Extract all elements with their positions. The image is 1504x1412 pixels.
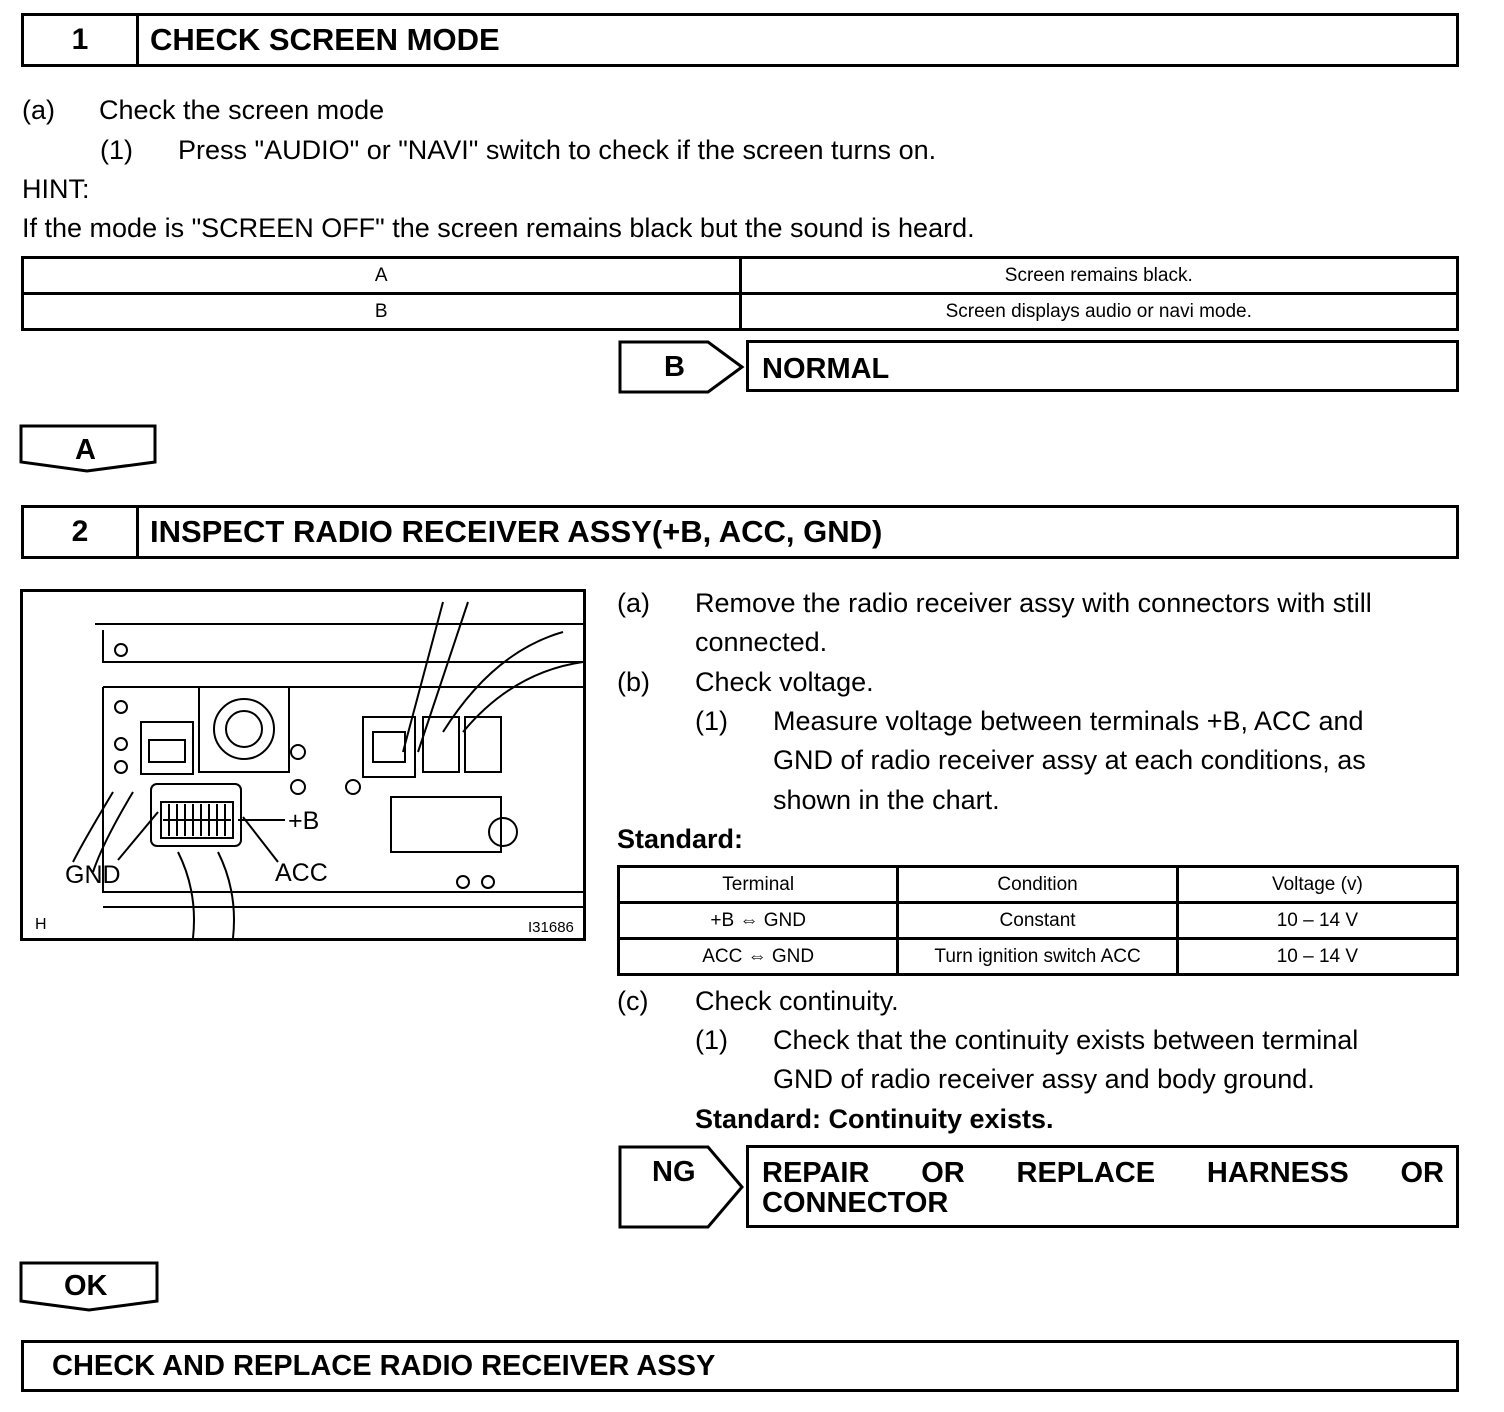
step2-title: INSPECT RADIO RECEIVER ASSY(+B, ACC, GND) bbox=[150, 514, 883, 549]
step2-b-marker: (b) bbox=[617, 667, 650, 697]
step2-b1-line2: GND of radio receiver assy at each conditions, as bbox=[773, 745, 1366, 775]
step2-c1-line1: Check that the continuity exists between terminal bbox=[773, 1025, 1359, 1055]
branch-ng-label: NG bbox=[652, 1156, 696, 1188]
ng-word: OR bbox=[921, 1157, 965, 1189]
step1-number: 1 bbox=[24, 16, 139, 64]
step2-header bbox=[21, 505, 1459, 559]
table-cell: +B ⇔ GND bbox=[619, 903, 898, 939]
branch-a-label: A bbox=[75, 434, 96, 466]
step2-c-text: Check continuity. bbox=[695, 986, 899, 1016]
step1-a-marker: (a) bbox=[22, 95, 55, 125]
figure-label-gnd: GND bbox=[65, 861, 121, 889]
result-desc: Screen displays audio or navi mode. bbox=[740, 294, 1458, 330]
hint-label: HINT: bbox=[22, 174, 90, 204]
column-header: Terminal bbox=[619, 867, 898, 903]
step1-header bbox=[21, 13, 1459, 67]
table-header-row bbox=[619, 867, 1458, 903]
result-code: A bbox=[23, 258, 741, 294]
table-row bbox=[23, 258, 1458, 294]
branch-ok-label: OK bbox=[64, 1270, 108, 1302]
ng-word: HARNESS bbox=[1206, 1157, 1349, 1189]
branch-b-label: B bbox=[664, 351, 685, 383]
figure-label-b: +B bbox=[288, 807, 320, 835]
radio-receiver-figure bbox=[20, 589, 586, 941]
step2-b1-line1: Measure voltage between terminals +B, ACC and bbox=[773, 706, 1364, 736]
ng-word: REPLACE bbox=[1016, 1157, 1156, 1189]
branch-ng-line1 bbox=[762, 1159, 1444, 1188]
table-cell: 10 – 14 V bbox=[1177, 903, 1457, 939]
table-cell: ACC ⇔ GND bbox=[619, 939, 898, 975]
step2-c-marker: (c) bbox=[617, 986, 649, 1016]
table-cell: Turn ignition switch ACC bbox=[898, 939, 1177, 975]
step2-c1-marker: (1) bbox=[695, 1025, 728, 1055]
table-row bbox=[23, 294, 1458, 330]
step2-a-line2: connected. bbox=[695, 627, 828, 657]
hint-text: If the mode is "SCREEN OFF" the screen remains black but the sound is heard. bbox=[22, 213, 975, 243]
continuity-standard: Standard: Continuity exists. bbox=[695, 1104, 1054, 1134]
column-header: Voltage (v) bbox=[1177, 867, 1457, 903]
step2-b1-line3: shown in the chart. bbox=[773, 785, 1000, 815]
branch-b-text: NORMAL bbox=[762, 353, 890, 385]
table-cell: 10 – 14 V bbox=[1177, 939, 1457, 975]
ng-word: REPAIR bbox=[762, 1157, 870, 1189]
figure-corner-right: I31686 bbox=[528, 919, 574, 936]
branch-b-result bbox=[746, 340, 1459, 392]
step2-number: 2 bbox=[24, 508, 139, 556]
step2-a-marker: (a) bbox=[617, 588, 650, 618]
step2-b-text: Check voltage. bbox=[695, 667, 874, 697]
step2-b1-marker: (1) bbox=[695, 706, 728, 736]
result-code: B bbox=[23, 294, 741, 330]
step1-a-text: Check the screen mode bbox=[99, 95, 385, 125]
step1-a1-text: Press "AUDIO" or "NAVI" switch to check if the screen turns on. bbox=[178, 135, 937, 165]
result-desc: Screen remains black. bbox=[740, 258, 1458, 294]
voltage-table bbox=[617, 865, 1459, 976]
standard-label: Standard: bbox=[617, 824, 744, 854]
table-row bbox=[619, 939, 1458, 975]
branch-ng-result bbox=[746, 1145, 1459, 1228]
figure-label-acc: ACC bbox=[275, 859, 328, 887]
table-cell: Constant bbox=[898, 903, 1177, 939]
step2-a-line1: Remove the radio receiver assy with connectors with still bbox=[695, 588, 1372, 618]
final-action-box bbox=[21, 1340, 1459, 1392]
table-row bbox=[619, 903, 1458, 939]
result-table bbox=[21, 256, 1459, 331]
ng-word: OR bbox=[1400, 1157, 1444, 1189]
step1-title: CHECK SCREEN MODE bbox=[150, 22, 500, 57]
step1-a1-marker: (1) bbox=[100, 135, 133, 165]
final-title: CHECK AND REPLACE RADIO RECEIVER ASSY bbox=[52, 1349, 716, 1382]
step2-c1-line2: GND of radio receiver assy and body ground. bbox=[773, 1064, 1315, 1094]
column-header: Condition bbox=[898, 867, 1177, 903]
branch-ng-line2: CONNECTOR bbox=[762, 1187, 949, 1219]
figure-corner-left: H bbox=[35, 916, 47, 933]
